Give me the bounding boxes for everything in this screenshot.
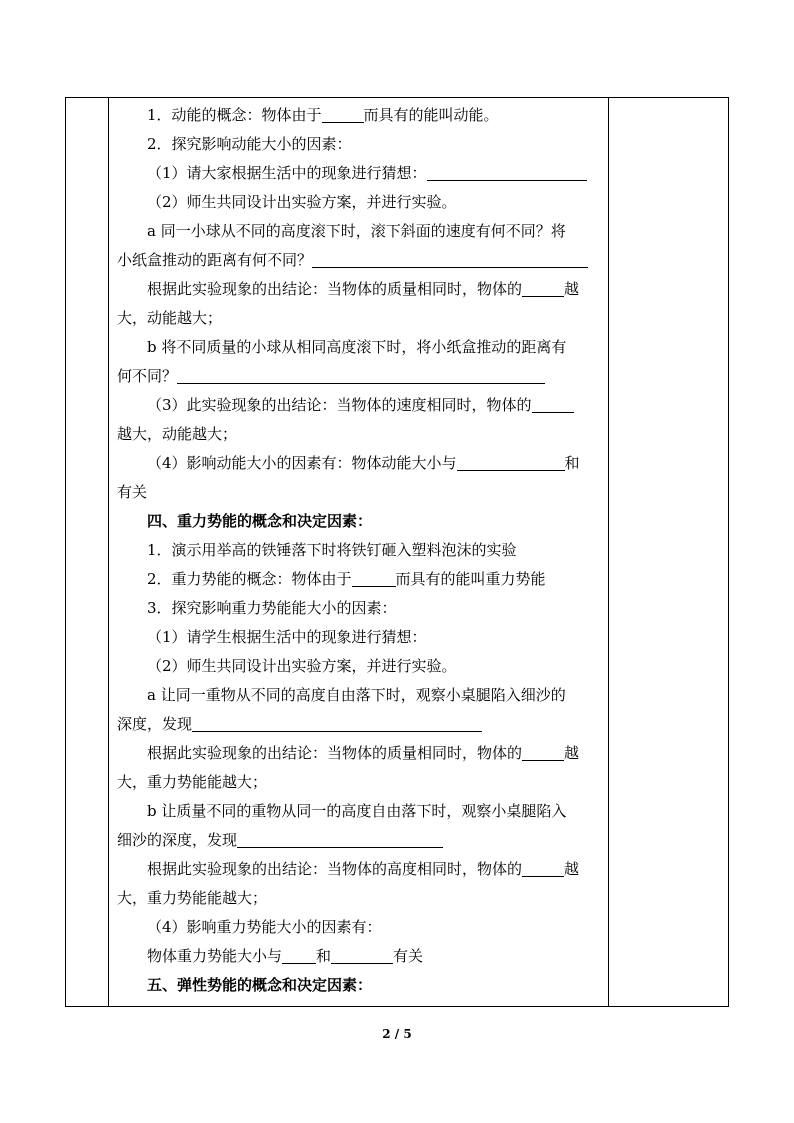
text: （1）请学生根据生活中的现象进行猜想： xyxy=(147,628,427,646)
text: 有关 xyxy=(117,483,148,501)
text-line xyxy=(117,739,605,768)
text: （4）影响重力势能大小的因素有： xyxy=(147,918,382,936)
text: 2．探究影响动能大小的因素： xyxy=(147,135,352,153)
text: 和 xyxy=(564,454,580,472)
fill-blank[interactable] xyxy=(322,104,364,123)
page-number: 2 / 5 xyxy=(382,1027,412,1041)
column-divider-left xyxy=(108,97,109,1007)
text: 而具有的能叫重力势能 xyxy=(395,570,546,588)
text: 大，重力势能能越大； xyxy=(117,889,268,907)
text: 五、弹性势能的概念和决定因素： xyxy=(147,976,373,994)
text: （2）师生共同设计出实验方案，并进行实验。 xyxy=(147,193,457,211)
text: 和 xyxy=(316,947,332,965)
text: a 让同一重物从不同的高度自由落下时，观察小桌腿陷入细沙的 xyxy=(147,686,566,704)
text: b 让质量不同的重物从同一的高度自由落下时，观察小桌腿陷入 xyxy=(147,802,567,820)
text-line xyxy=(117,478,605,507)
text-line xyxy=(117,275,605,304)
text-line xyxy=(117,797,605,826)
text-line xyxy=(117,884,605,913)
text: a 同一小球从不同的高度滚下时，滚下斜面的速度有何不同？将 xyxy=(147,222,566,240)
text: 大，重力势能能越大； xyxy=(117,773,268,791)
lesson-content xyxy=(117,101,605,1000)
text-line xyxy=(117,246,605,275)
text-line xyxy=(117,159,605,188)
text-line xyxy=(117,594,605,623)
text: （4）影响动能大小的因素有：物体动能大小与 xyxy=(147,454,457,472)
text-line xyxy=(117,188,605,217)
text-line xyxy=(117,768,605,797)
text: （1）请大家根据生活中的现象进行猜想： xyxy=(147,164,427,182)
fill-blank[interactable] xyxy=(352,568,396,587)
text: 小纸盒推动的距离有何不同？ xyxy=(117,251,313,269)
text: 越 xyxy=(564,280,580,298)
fill-blank[interactable] xyxy=(522,742,564,761)
text-line xyxy=(117,449,605,478)
text: 深度，发现 xyxy=(117,715,193,733)
fill-blank[interactable] xyxy=(522,278,564,297)
text-line xyxy=(117,130,605,159)
text-line xyxy=(117,942,605,971)
text: 2．重力势能的概念：物体由于 xyxy=(147,570,352,588)
text: （3）此实验现象的出结论：当物体的速度相同时，物体的 xyxy=(147,396,532,414)
text: 越 xyxy=(564,860,580,878)
section-heading xyxy=(117,971,605,1000)
fill-blank[interactable] xyxy=(331,945,393,964)
text-line xyxy=(117,333,605,362)
text-line xyxy=(117,362,605,391)
text: （2）师生共同设计出实验方案，并进行实验。 xyxy=(147,657,457,675)
text: 物体重力势能大小与 xyxy=(147,947,283,965)
text-line xyxy=(117,826,605,855)
text: 细沙的深度，发现 xyxy=(117,831,238,849)
fill-blank[interactable] xyxy=(177,365,545,384)
fill-blank[interactable] xyxy=(312,249,588,268)
text: 1．演示用举高的铁锤落下时将铁钉砸入塑料泡沫的实验 xyxy=(147,541,517,559)
text: 大，动能越大； xyxy=(117,309,223,327)
text: b 将不同质量的小球从相同高度滚下时，将小纸盒推动的距离有 xyxy=(147,338,567,356)
text: 根据此实验现象的出结论：当物体的质量相同时，物体的 xyxy=(147,280,523,298)
text-line xyxy=(117,536,605,565)
text-line xyxy=(117,855,605,884)
text: 根据此实验现象的出结论：当物体的高度相同时，物体的 xyxy=(147,860,523,878)
text-line xyxy=(117,623,605,652)
fill-blank[interactable] xyxy=(192,713,482,732)
text: 越 xyxy=(564,744,580,762)
fill-blank[interactable] xyxy=(532,394,574,413)
fill-blank[interactable] xyxy=(457,452,565,471)
text-line xyxy=(117,710,605,739)
text-line xyxy=(117,420,605,449)
text-line xyxy=(117,681,605,710)
text-line xyxy=(117,217,605,246)
text-line xyxy=(117,391,605,420)
fill-blank[interactable] xyxy=(237,829,443,848)
text: 1．动能的概念：物体由于 xyxy=(147,106,322,124)
text: 而具有的能叫动能。 xyxy=(363,106,499,124)
text: 3．探究影响重力势能能大小的因素： xyxy=(147,599,397,617)
text: 何不同？ xyxy=(117,367,178,385)
text-line xyxy=(117,304,605,333)
section-heading xyxy=(117,507,605,536)
fill-blank[interactable] xyxy=(522,858,564,877)
text-line xyxy=(117,913,605,942)
text: 根据此实验现象的出结论：当物体的质量相同时，物体的 xyxy=(147,744,523,762)
column-divider-right xyxy=(608,97,609,1007)
text-line xyxy=(117,652,605,681)
text-line xyxy=(117,565,605,594)
fill-blank[interactable] xyxy=(427,162,587,181)
text: 越大，动能越大； xyxy=(117,425,238,443)
text: 四、重力势能的概念和决定因素： xyxy=(147,512,373,530)
text: 有关 xyxy=(393,947,424,965)
text-line xyxy=(117,101,605,130)
fill-blank[interactable] xyxy=(282,945,316,964)
